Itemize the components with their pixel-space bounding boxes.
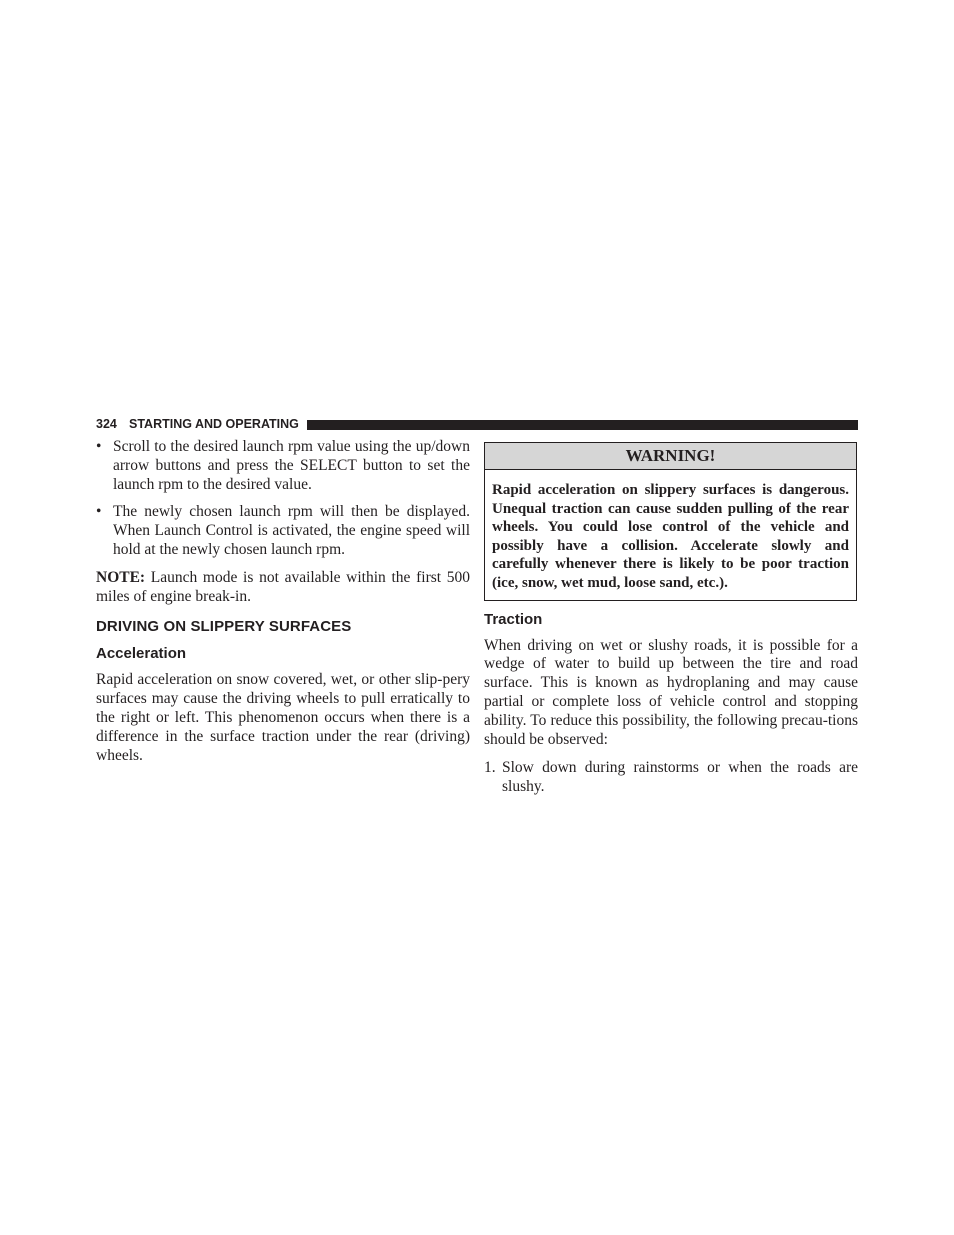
- bullet-text: Scroll to the desired launch rpm value using the up/down arrow buttons and press the SELECT button to set the launch rpm to the desired value.: [113, 438, 470, 493]
- bullet-list: [96, 438, 470, 560]
- bullet-icon: •: [96, 503, 102, 521]
- section-title: STARTING AND OPERATING: [129, 417, 299, 431]
- header-rule: [307, 420, 858, 430]
- note-label: NOTE:: [96, 568, 146, 586]
- note-text: Launch mode is not available within the first 500 miles of engine break-in.: [96, 568, 470, 605]
- bullet-item-display: [96, 503, 470, 559]
- acceleration-paragraph: Rapid acceleration on snow covered, wet, or other slip-pery surfaces may cause the driving wheels to pull erratically to the right or left. This phenomenon occurs when there is a difference in the surface traction under the rear (driving) wheels.: [96, 671, 470, 764]
- page-header: [96, 416, 858, 434]
- list-item: [484, 759, 858, 797]
- right-column: [484, 438, 858, 797]
- bullet-item-scroll: [96, 438, 470, 494]
- list-number: 1.: [484, 759, 496, 777]
- left-column: [96, 438, 470, 765]
- warning-title: WARNING!: [485, 443, 856, 470]
- sub-heading-traction: Traction: [484, 610, 543, 628]
- bullet-text: The newly chosen launch rpm will then be displayed. When Launch Control is activated, the engine speed will hold at the newly chosen launch rpm.: [113, 503, 470, 558]
- sub-heading-acceleration: Acceleration: [96, 645, 187, 663]
- warning-text: Rapid acceleration on slippery surfaces is dangerous. Unequal traction can cause sudden pulling of the rear wheels. You could lose control of the vehicle and possibly have a collision. Accelerate slowly and carefully whenever there is likely to be poor traction (ice, snow, wet mud, loose sand, etc.).: [492, 482, 849, 591]
- traction-paragraph: When driving on wet or slushy roads, it is possible for a wedge of water to build up between the tire and road surface. This is known as hydroplaning and may cause partial or complete loss of vehicle control and stopping ability. To reduce this possibility, the following precau-tions should be observed:: [484, 636, 858, 748]
- page-number: 324: [96, 417, 117, 431]
- bullet-icon: •: [96, 438, 102, 455]
- note-paragraph: [96, 569, 470, 607]
- warning-box: [484, 442, 857, 601]
- section-heading: DRIVING ON SLIPPERY SURFACES: [96, 618, 352, 636]
- list-item-text: Slow down during rainstorms or when the roads are slushy.: [502, 759, 858, 796]
- numbered-list: [484, 759, 858, 797]
